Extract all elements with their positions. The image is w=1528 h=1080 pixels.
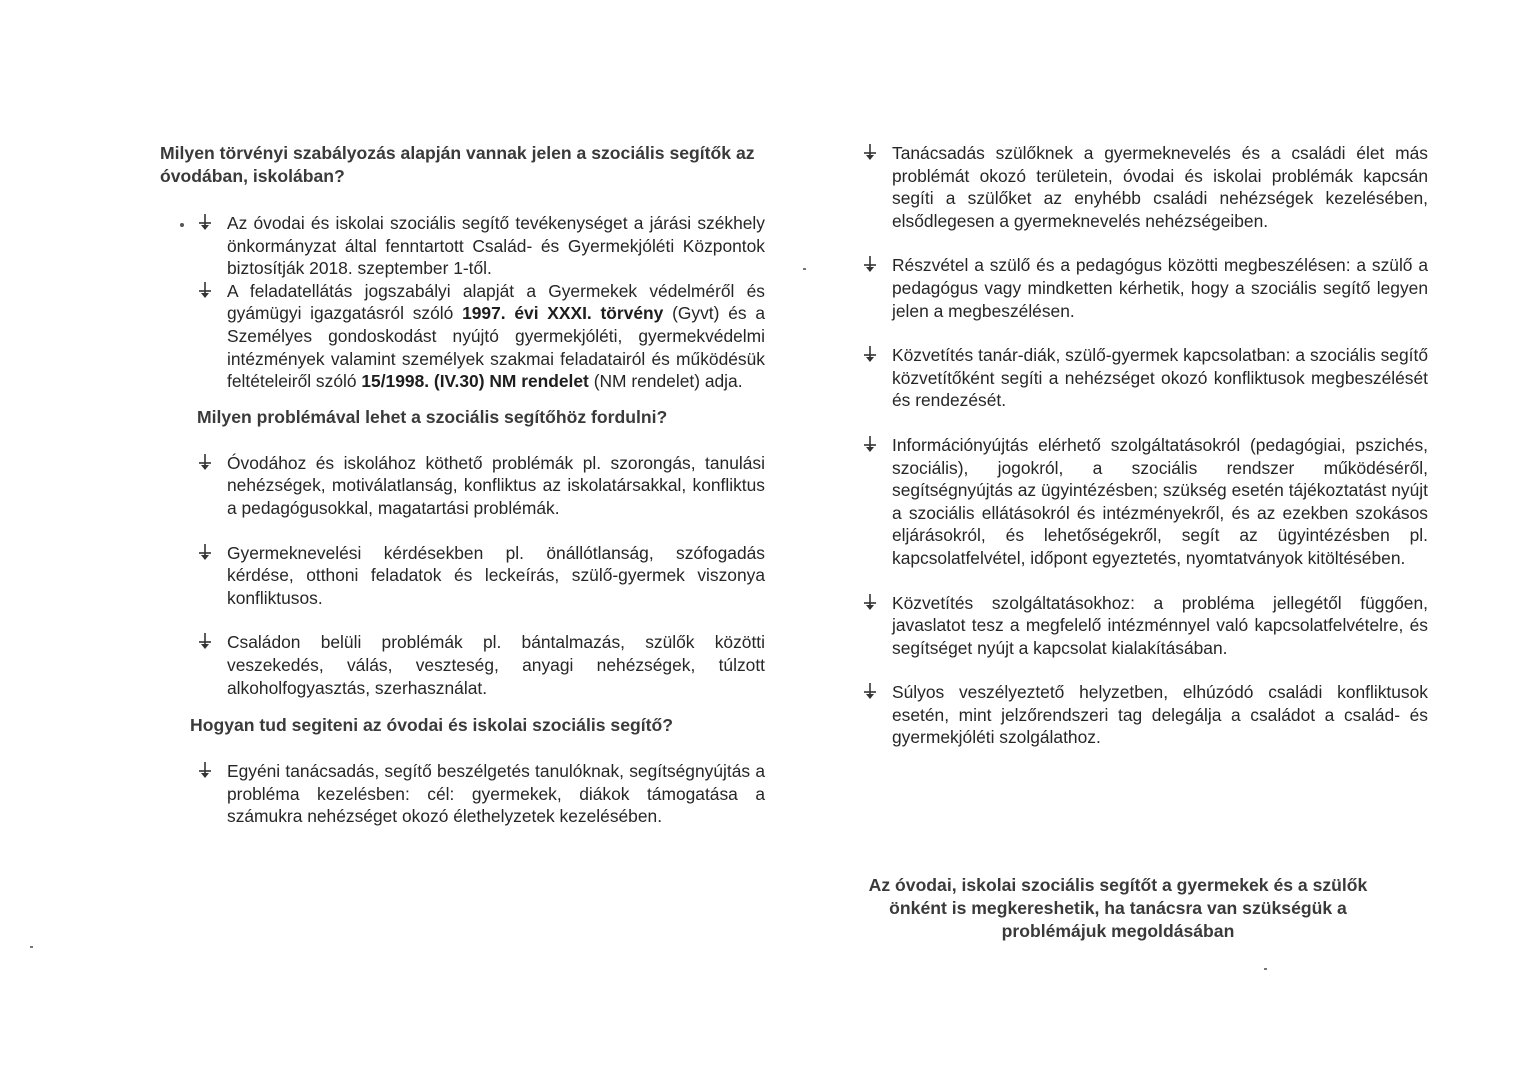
list-item-text: Családon belüli problémák pl. bántalmazás, szülők közötti veszekedés, válás, veszteség, anyagi nehézségek, túlzott alkoholfogyasztás, szerhasználat.: [227, 632, 765, 698]
closing-statement: Az óvodai, iskolai szociális segítőt a gyermekek és a szülők önként is megkereshetik, ha tanácsra van szükségük a problémájuk megoldásában: [868, 875, 1368, 941]
stray-dot: [180, 223, 184, 227]
down-arrow-bullet-icon: [863, 346, 877, 362]
list-item: [860, 434, 1428, 570]
list-item-text: Gyermeknevelési kérdésekben pl. önállótlanság, szófogadás kérdése, otthoni feladatok és leckeírás, szülő-gyermek viszonya konfliktusos.: [227, 542, 765, 608]
list-item: [160, 280, 765, 393]
list-item-text: Közvetítés tanár-diák, szülő-gyermek kapcsolatban: a szociális segítő közvetítőként segíti a nehézséget okozó konfliktusok megbeszélését és rendezését.: [892, 345, 1428, 411]
section-heading-legal-basis: Milyen törvényi szabályozás alapján vannak jelen a szociális segítők az óvodában, iskolában?: [160, 143, 755, 186]
list-item: [860, 681, 1428, 749]
list-item-text: Egyéni tanácsadás, segítő beszélgetés tanulóknak, segítségnyújtás a probléma kezelésben: cél: gyermekek, diákok támogatása a számukra nehézséget okozó élethelyzetek kezelésében.: [227, 761, 765, 827]
list-item: [160, 760, 765, 828]
scan-speck: [30, 946, 33, 948]
list-item: [860, 592, 1428, 660]
list-item-text: (NM rendelet) adja.: [588, 371, 743, 392]
right-column: [860, 142, 1428, 749]
list-item: [160, 631, 765, 699]
problems-list: [160, 452, 765, 699]
list-item: [860, 344, 1428, 412]
list-item-text: A feladatellátás jogszabályi alapját a Gyermekek védelméről és gyámügyi igazgatásról szóló: [227, 280, 765, 324]
section-heading-how-help: Hogyan tud segiteni az óvodai és iskolai szociális segítő?: [190, 715, 673, 736]
how-help-list: [160, 760, 765, 828]
list-item-text: Információnyújtás elérhető szolgáltatásokról (pedagógiai, pszichés, szociális), jogokról, a szociális rendszer működéséről, segítségnyújtás az ügyintézésben; szükség esetén tájékoztatást nyújt a szociális ellátásokról és intézményekről, és az ezekben szokásos eljárásokról, és lehetőségekről, segít az ügyintézésben pl. kapcsolatfelvétel, időpont egyeztetés, nyomtatványok kitöltésében.: [892, 434, 1428, 568]
down-arrow-bullet-icon: [863, 594, 877, 610]
list-item-text: Tanácsadás szülőknek a gyermeknevelés és a családi élet más problémát okozó területein, óvodai és iskolai problémák kapcsán segíti a szülőket az enyhébb családi nehézségek kezelésében, elsődlegesen a gyermeknevelés nehézségeiben.: [892, 143, 1428, 231]
left-column: [160, 142, 765, 828]
list-item-text: Óvodához és iskolához köthető problémák pl. szorongás, tanulási nehézségek, motiválatlanság, konfliktus az iskolatársakkal, konfliktus a pedagógusokkal, magatartási problémák.: [227, 452, 765, 518]
down-arrow-bullet-icon: [198, 633, 212, 649]
list-item: [160, 212, 765, 280]
list-item: [860, 254, 1428, 322]
down-arrow-bullet-icon: [863, 436, 877, 452]
down-arrow-bullet-icon: [198, 762, 212, 778]
law-reference: 1997. évi XXXI. törvény: [462, 303, 664, 324]
list-item-text: (Gyvt) és a Személyes gondoskodást nyújtó gyermekjóléti, gyermekvédelmi intézmények valamint személyek szakmai feladatairól és működésük feltételeiről szóló: [227, 303, 765, 392]
list-item: [860, 142, 1428, 232]
services-list: [860, 142, 1428, 749]
decree-reference: 15/1998. (IV.30) NM rendelet: [361, 371, 589, 392]
down-arrow-bullet-icon: [198, 282, 212, 298]
list-item-text: Az óvodai és iskolai szociális segítő tevékenységet a járási székhely önkormányzat által fenntartott Család- és Gyermekjóléti Központok biztosítják 2018. szeptember 1-től.: [227, 213, 765, 279]
list-item-text: Részvétel a szülő és a pedagógus közötti megbeszélésen: a szülő a pedagógus vagy mindketten kérhetik, hogy a szociális segítő legyen jelen a megbeszélésen.: [892, 255, 1428, 321]
down-arrow-bullet-icon: [863, 683, 877, 699]
list-item: [160, 542, 765, 610]
down-arrow-bullet-icon: [198, 214, 212, 230]
section-heading-problems: Milyen problémával lehet a szociális segítőhöz fordulni?: [197, 406, 668, 427]
scan-speck: [803, 268, 806, 270]
down-arrow-bullet-icon: [863, 256, 877, 272]
scan-speck: [1264, 968, 1267, 970]
list-item-text: Súlyos veszélyeztető helyzetben, elhúzódó családi konfliktusok esetén, mint jelzőrendszeri tag delegálja a családot a család- és gyermekjóléti szolgálathoz.: [892, 682, 1428, 748]
down-arrow-bullet-icon: [198, 454, 212, 470]
down-arrow-bullet-icon: [863, 144, 877, 160]
list-item-text: Közvetítés szolgáltatásokhoz: a probléma jellegétől függően, javaslatot tesz a megfelelő intézménnyel való kapcsolatfelvételre, és segítséget nyújt a kapcsolat kialakításában.: [892, 592, 1428, 658]
down-arrow-bullet-icon: [198, 544, 212, 560]
list-item: [160, 452, 765, 520]
legal-basis-list: [160, 212, 765, 393]
